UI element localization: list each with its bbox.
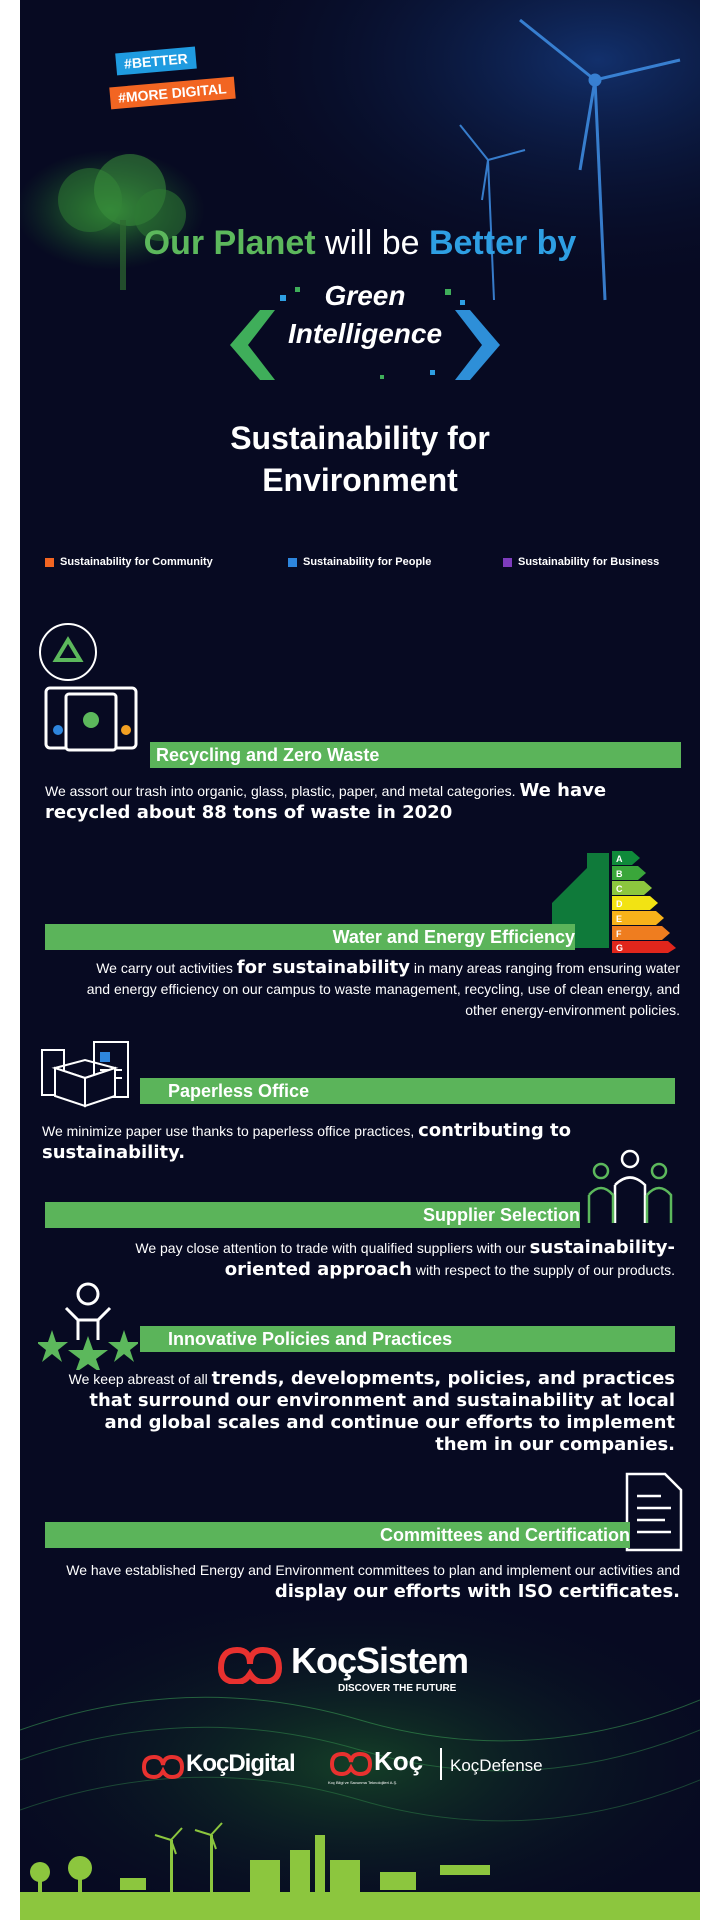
recycling-highlight: We have recycled about 88 tons of waste in 2020 (45, 780, 607, 823)
text-committees (50, 1560, 680, 1603)
recycling-bin-icon (38, 620, 148, 760)
logo-text-intelligence: Intelligence (287, 318, 443, 349)
legend-label: Sustainability for Community (60, 556, 213, 568)
energy-label-c: C (616, 884, 623, 894)
koc-wordmark: Koç (374, 1746, 424, 1776)
people-group-icon (585, 1145, 675, 1225)
legend-swatch-blue (288, 558, 297, 567)
innovative-highlight: trends, developments, policies, and practices that surround our environment and sustainability at local and global scales and continue our efforts to implement them in our companies. (89, 1368, 675, 1455)
supplier-body-2: with respect to the supply of our products. (411, 1262, 675, 1278)
committees-highlight: display our efforts with ISO certificates. (274, 1581, 680, 1602)
kocdefense-wordmark: KoçDefense (450, 1756, 543, 1775)
hashtag-better: #BETTER (115, 47, 196, 76)
legend-people (288, 556, 431, 568)
kocdigital-wordmark: KoçDigital (186, 1750, 295, 1777)
text-paperless (42, 1120, 672, 1164)
water-body-1: We carry out activities (96, 960, 237, 976)
water-body-2: in many areas ranging from ensuring water and energy efficiency on our campus to waste management, recycling, use of clean energy, and other energy-environment policies. (86, 960, 680, 1018)
heading-committees-text: Committees and Certification (379, 1525, 630, 1545)
heading-recycling: Recycling and Zero Waste (150, 742, 681, 768)
heading-water-energy (45, 924, 575, 950)
heading-paperless: Paperless Office (140, 1078, 675, 1104)
text-supplier (55, 1237, 675, 1281)
supplier-body-1: We pay close attention to trade with qualified suppliers with our (135, 1240, 530, 1256)
text-innovative (50, 1368, 675, 1456)
headline-better-by: Better by (428, 224, 577, 262)
koc-bilgi-subtitle: Koç Bilgi ve Savunma Teknolojileri A.Ş. (328, 1780, 398, 1785)
text-water-energy (80, 957, 680, 1021)
energy-label-e: E (616, 914, 623, 924)
heading-supplier (45, 1202, 580, 1228)
kocdigital-logo (140, 1748, 310, 1782)
kocsistem-tagline: DISCOVER THE FUTURE (338, 1683, 457, 1694)
legend-community (45, 556, 213, 568)
paperless-body: We minimize paper use thanks to paperless office practices, (42, 1123, 419, 1139)
logo-text-green: Green (324, 280, 406, 311)
paperless-highlight: contributing to sustainability. (42, 1120, 572, 1163)
innovative-body: We keep abreast of all (68, 1371, 212, 1387)
headline-will-be: will be (315, 224, 429, 262)
kocsistem-logo (215, 1640, 515, 1700)
koc-bilgi-logo (328, 1744, 438, 1794)
committees-body: We have established Energy and Environment committees to plan and implement our activities and (66, 1562, 680, 1578)
paperless-office-icon (40, 1038, 140, 1108)
legend-label: Sustainability for Business (518, 556, 660, 568)
headline-our-planet: Our Planet (143, 224, 316, 262)
text-recycling (45, 780, 675, 824)
legend-business (503, 556, 659, 568)
energy-label-f: F (616, 929, 622, 939)
legend-label: Sustainability for People (303, 556, 432, 568)
energy-label-a: A (616, 854, 623, 864)
certificate-document-icon (625, 1472, 683, 1552)
koc-brand-mark-icon (215, 1644, 285, 1684)
heading-water-energy-text: Water and Energy Efficiency (332, 927, 575, 947)
page-title (20, 417, 700, 501)
energy-label-g: G (616, 943, 624, 953)
stars-achievement-icon (38, 1280, 138, 1370)
page-title-line2: Environment (262, 462, 458, 498)
supplier-highlight: sustainability-oriented approach (224, 1237, 675, 1280)
kocsistem-wordmark: KoçSistem (291, 1640, 469, 1681)
legend-swatch-orange (45, 558, 54, 567)
heading-committees (45, 1522, 630, 1548)
legend-swatch-purple (503, 558, 512, 567)
koc-brand-mark-icon (328, 1750, 378, 1776)
page-title-line1: Sustainability for (230, 420, 490, 456)
logo-divider (440, 1748, 442, 1780)
green-intelligence-logo (220, 275, 510, 385)
heading-supplier-text: Supplier Selection (422, 1205, 580, 1225)
heading-innovative: Innovative Policies and Practices (140, 1326, 675, 1352)
energy-label-d: D (616, 899, 623, 909)
energy-label-b: B (616, 869, 623, 879)
koc-brand-mark-icon (140, 1753, 190, 1779)
infographic-page (20, 0, 700, 1920)
water-highlight: for sustainability (236, 957, 410, 978)
recycling-body: We assort our trash into organic, glass, plastic, paper, and metal categories. (45, 783, 520, 799)
hero-headline (20, 224, 700, 263)
hashtag-more-digital: #MORE DIGITAL (109, 77, 235, 110)
